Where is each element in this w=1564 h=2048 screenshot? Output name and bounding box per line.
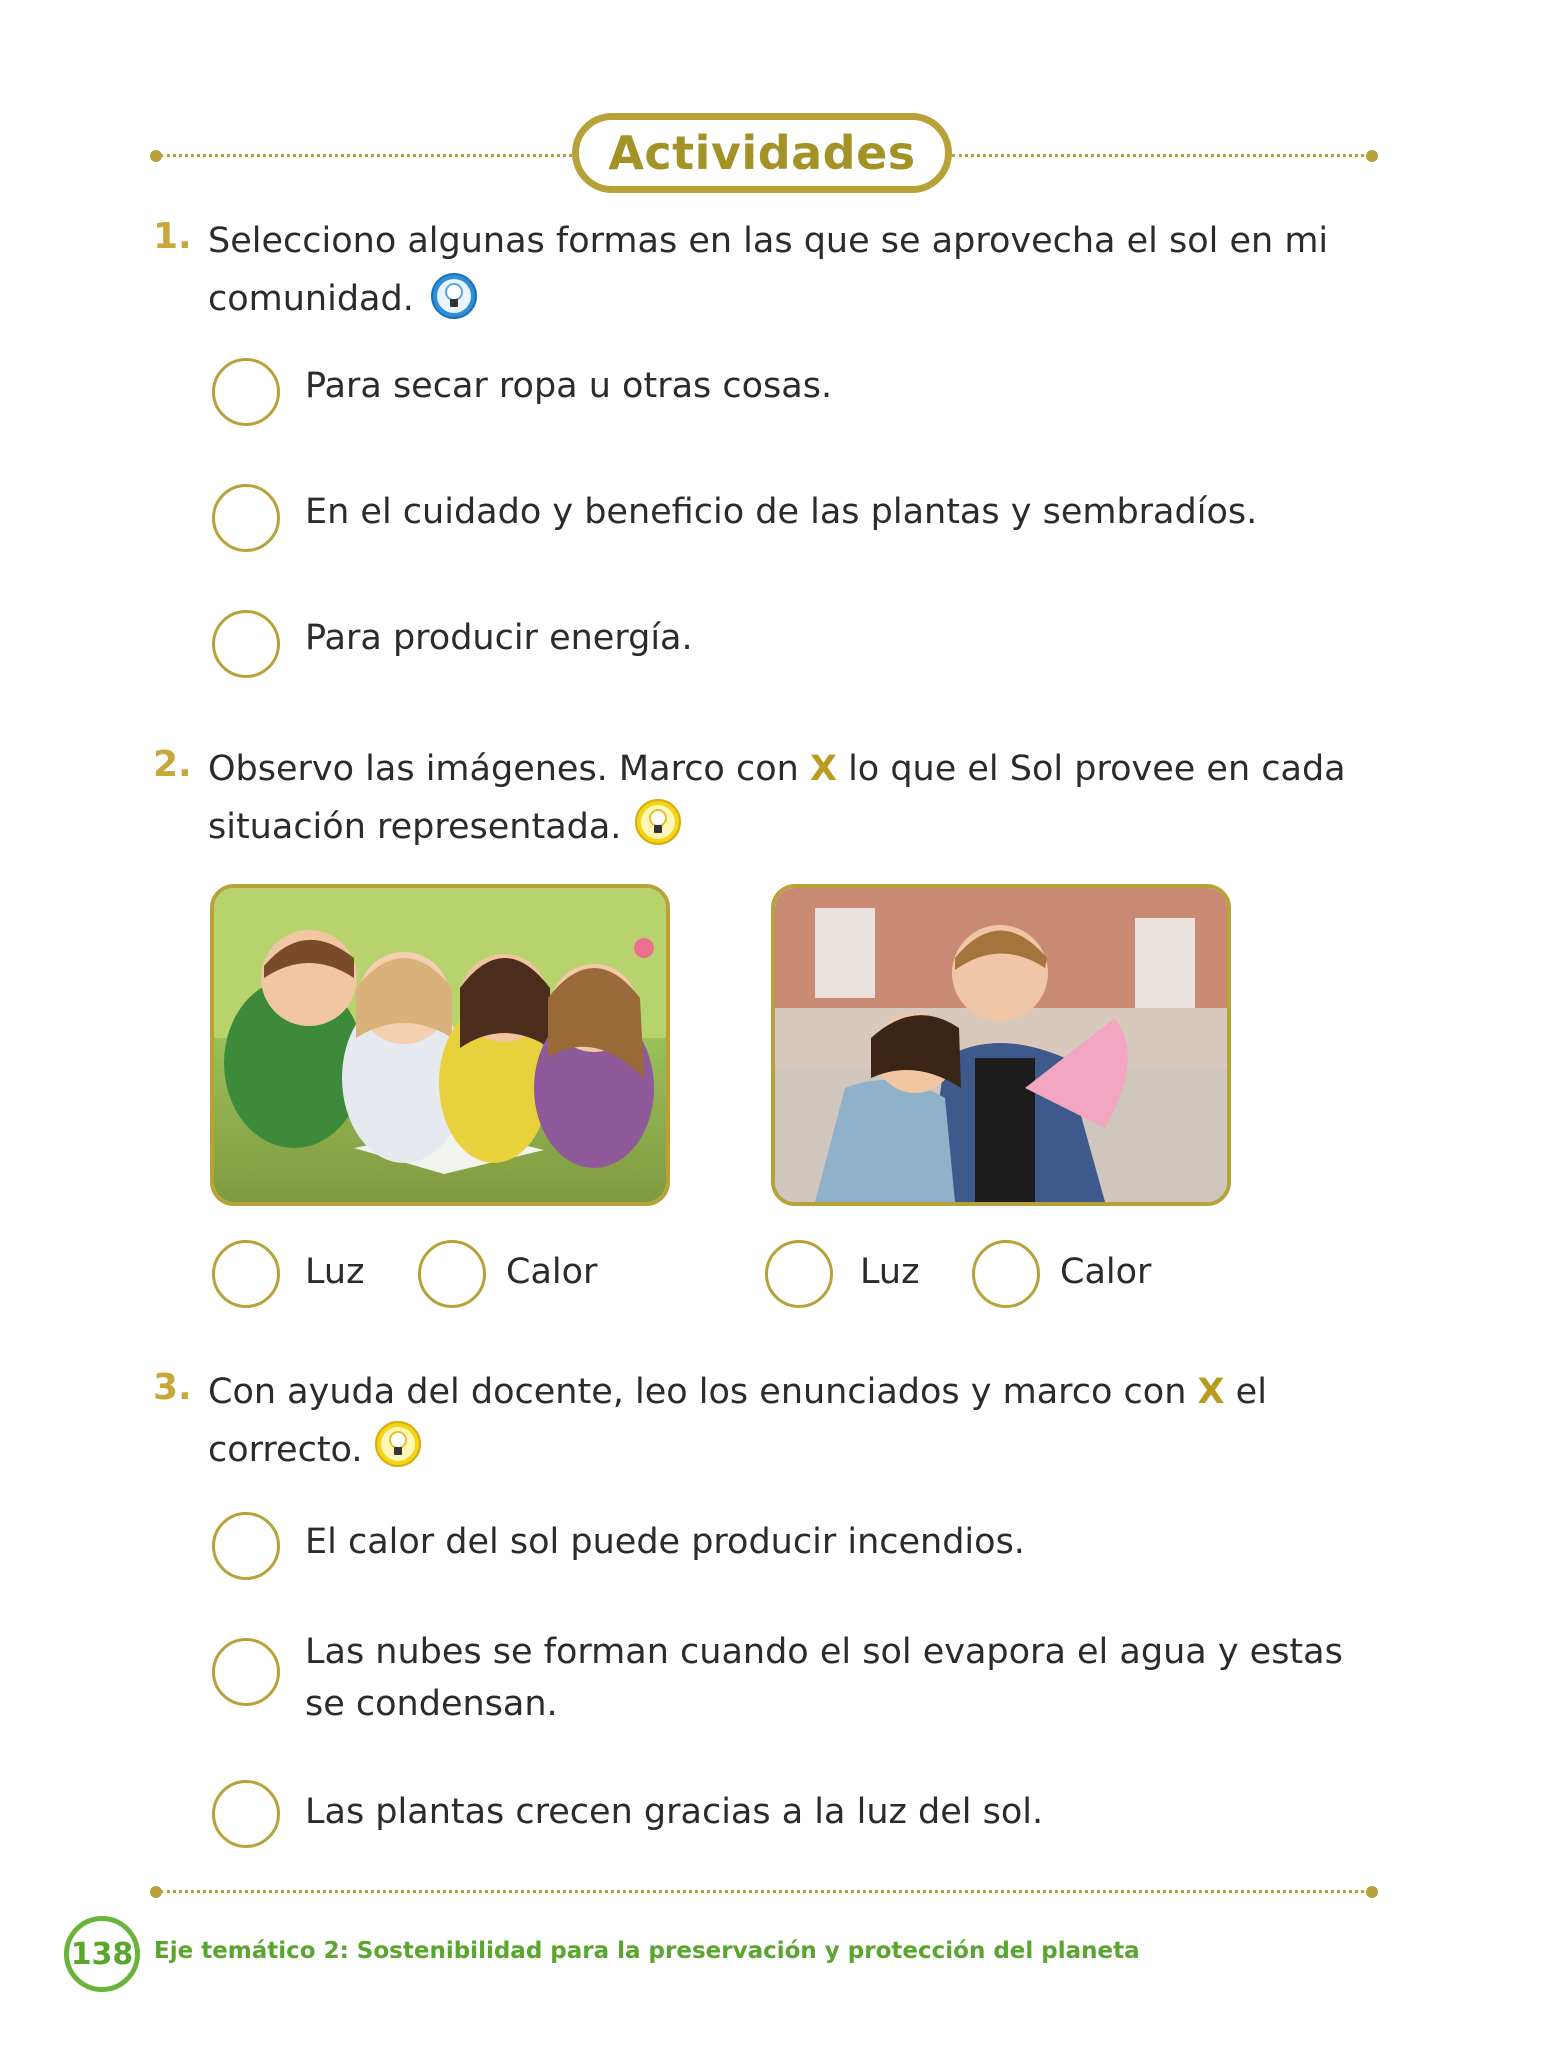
question-1-number: 1.	[153, 216, 192, 257]
q3-option-1-checkbox[interactable]	[212, 1512, 280, 1580]
right-image-luz-checkbox[interactable]	[765, 1240, 833, 1308]
question-2-text-a: Observo las imágenes. Marco con	[208, 749, 810, 789]
left-image-luz-checkbox[interactable]	[212, 1240, 280, 1308]
question-2-text-line1	[208, 740, 1346, 798]
couple-fanning-photo	[771, 884, 1231, 1206]
question-2-text-line2: situación representada.	[208, 807, 622, 847]
q1-option-3-checkbox[interactable]	[212, 610, 280, 678]
q1-option-2-label: En el cuidado y beneficio de las plantas y sembradíos.	[305, 492, 1258, 532]
left-image-luz-label: Luz	[305, 1252, 365, 1292]
footer-chapter-text: Eje temático 2: Sostenibilidad para la preservación y protección del planeta	[154, 1938, 1140, 1964]
header-rule-right	[952, 154, 1370, 157]
header-rule-dot-right	[1366, 150, 1378, 162]
q3-option-1-label: El calor del sol puede producir incendios.	[305, 1522, 1025, 1562]
children-reading-photo	[210, 884, 670, 1206]
question-3-text-line2: correcto.	[208, 1430, 363, 1470]
question-3-text-b: el	[1224, 1372, 1267, 1412]
q1-option-2-checkbox[interactable]	[212, 484, 280, 552]
question-2-number: 2.	[153, 744, 192, 785]
q3-option-3-checkbox[interactable]	[212, 1780, 280, 1848]
q1-option-3-label: Para producir energía.	[305, 618, 693, 658]
q1-option-1-label: Para secar ropa u otras cosas.	[305, 366, 833, 406]
page-title: Actividades	[572, 113, 952, 193]
question-1-text-line2: comunidad.	[208, 279, 414, 319]
lightbulb-yellow-icon	[374, 1420, 422, 1468]
right-image-luz-label: Luz	[860, 1252, 920, 1292]
right-image-calor-checkbox[interactable]	[972, 1240, 1040, 1308]
right-image-calor-label: Calor	[1060, 1252, 1152, 1292]
lightbulb-yellow-icon	[634, 798, 682, 846]
left-image-calor-label: Calor	[506, 1252, 598, 1292]
header-rule-left	[160, 154, 572, 157]
left-image-calor-checkbox[interactable]	[418, 1240, 486, 1308]
question-2-text-b: lo que el Sol provee en cada	[836, 749, 1346, 789]
q3-option-3-label: Las plantas crecen gracias a la luz del sol.	[305, 1792, 1044, 1832]
question-1-text-line1: Selecciono algunas formas en las que se aprovecha el sol en mi	[208, 221, 1329, 261]
q3-option-2-checkbox[interactable]	[212, 1638, 280, 1706]
question-3-text-a: Con ayuda del docente, leo los enunciados y marco con	[208, 1372, 1198, 1412]
page-number: 138	[64, 1916, 140, 1992]
mark-x: X	[1197, 1372, 1225, 1412]
footer-rule	[160, 1890, 1370, 1893]
q3-option-2-label-line1: Las nubes se forman cuando el sol evapora el agua y estas	[305, 1632, 1343, 1672]
question-3-number: 3.	[153, 1367, 192, 1408]
question-3-text-line1	[208, 1363, 1267, 1421]
lightbulb-blue-icon	[430, 272, 478, 320]
mark-x: X	[809, 749, 837, 789]
q1-option-1-checkbox[interactable]	[212, 358, 280, 426]
q3-option-2-label-line2: se condensan.	[305, 1684, 558, 1724]
footer-rule-dot-right	[1366, 1886, 1378, 1898]
